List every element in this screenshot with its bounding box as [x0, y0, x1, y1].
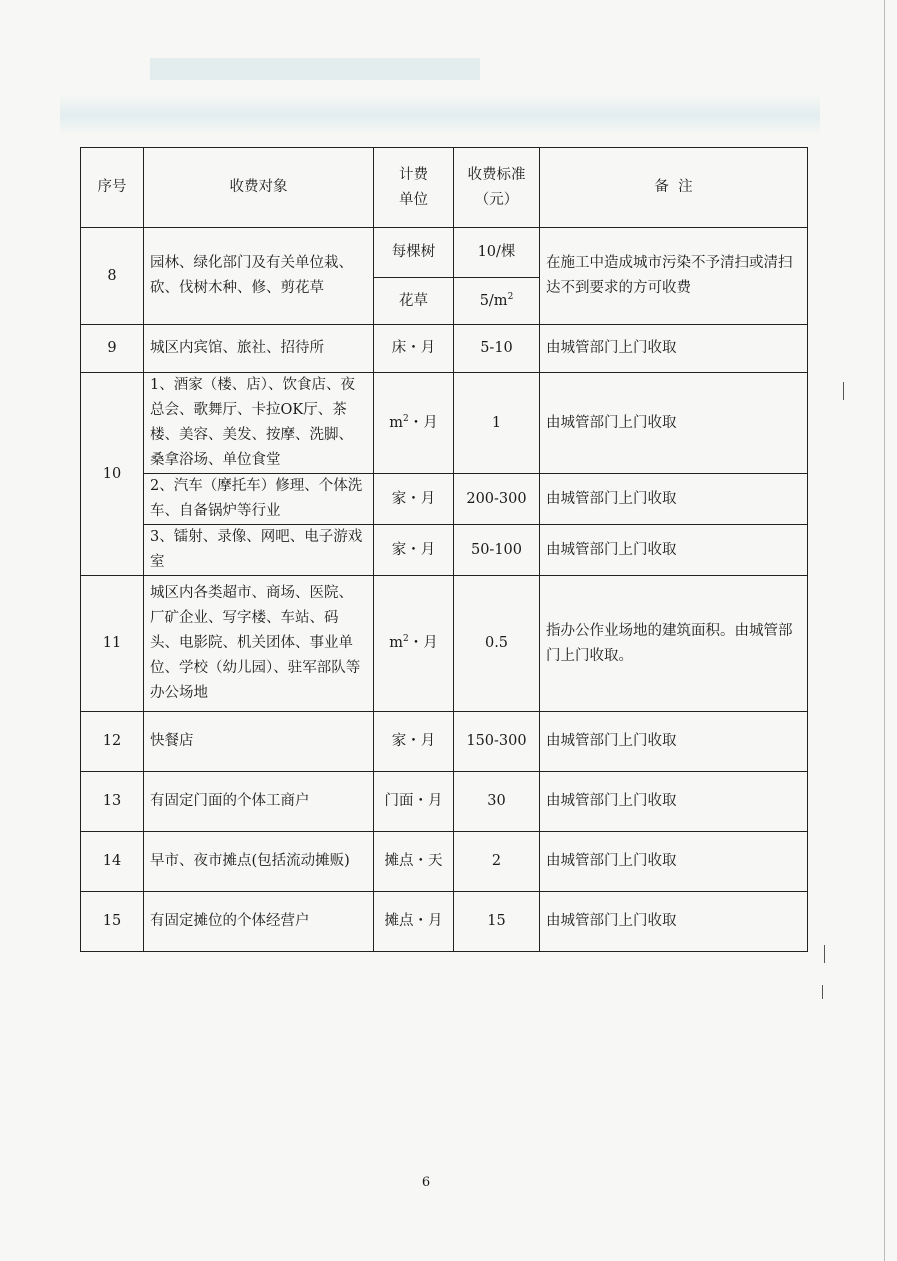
row-remark: 由城管部门上门收取: [540, 525, 808, 576]
row-remark: 由城管部门上门收取: [540, 712, 808, 772]
row-number: 13: [81, 772, 144, 832]
row-remark: 由城管部门上门收取: [540, 832, 808, 892]
row-unit: 花草: [374, 278, 454, 325]
row-object: 有固定摊位的个体经营户: [144, 892, 374, 952]
row-number: 14: [81, 832, 144, 892]
row-unit: 家・月: [374, 474, 454, 525]
row-standard: 30: [454, 772, 540, 832]
row-standard: 2: [454, 832, 540, 892]
scan-mark: [824, 945, 825, 963]
header-remark: 备 注: [540, 148, 808, 228]
scan-mark: [843, 382, 844, 400]
row-number: 15: [81, 892, 144, 952]
row-standard: 150-300: [454, 712, 540, 772]
table-row: [81, 832, 808, 892]
row-remark: 由城管部门上门收取: [540, 373, 808, 474]
row-object: 有固定门面的个体工商户: [144, 772, 374, 832]
table-row: [81, 892, 808, 952]
row-unit: 摊点・天: [374, 832, 454, 892]
unit-value: m: [389, 635, 403, 651]
table-row: [81, 228, 808, 278]
row-remark: 由城管部门上门收取: [540, 892, 808, 952]
row-remark: 在施工中造成城市污染不予清扫或清扫达不到要求的方可收费: [540, 228, 808, 325]
row-standard: 15: [454, 892, 540, 952]
header-standard-line2: （元）: [474, 191, 519, 208]
row-remark: 由城管部门上门收取: [540, 772, 808, 832]
row-unit: 家・月: [374, 712, 454, 772]
row-object: 2、汽车（摩托车）修理、个体洗车、自备锅炉等行业: [144, 474, 374, 525]
row-unit: 摊点・月: [374, 892, 454, 952]
scan-mark: [822, 985, 823, 999]
row-number: 12: [81, 712, 144, 772]
row-object: 城区内宾馆、旅社、招待所: [144, 325, 374, 373]
header-unit: [374, 148, 454, 228]
header-standard-line1: 收费标准: [467, 166, 526, 183]
row-object: 城区内各类超市、商场、医院、厂矿企业、写字楼、车站、码头、电影院、机关团体、事业单位、学校（幼儿园）、驻军部队等办公场地: [144, 576, 374, 712]
table-row: [81, 525, 808, 576]
row-standard: 5-10: [454, 325, 540, 373]
fee-table: [80, 147, 808, 952]
row-standard: 1: [454, 373, 540, 474]
superscript: 2: [507, 291, 514, 302]
superscript: 2: [403, 634, 409, 645]
header-standard: [454, 148, 540, 228]
row-unit: [374, 576, 454, 712]
table-row: [81, 373, 808, 474]
row-unit: 每棵树: [374, 228, 454, 278]
row-object: 园林、绿化部门及有关单位栽、砍、伐树木种、修、剪花草: [144, 228, 374, 325]
scan-artifact: [60, 95, 820, 135]
row-object: 3、镭射、录像、网吧、电子游戏室: [144, 525, 374, 576]
table-row: [81, 325, 808, 373]
row-object: 1、酒家（楼、店）、饮食店、夜总会、歌舞厅、卡拉OK厅、茶楼、美容、美发、按摩、洗脚、桑拿浴场、单位食堂: [144, 373, 374, 474]
row-number: 11: [81, 576, 144, 712]
row-standard: 200-300: [454, 474, 540, 525]
table-row: [81, 772, 808, 832]
unit-value: m: [389, 414, 403, 431]
row-unit: 床・月: [374, 325, 454, 373]
header-object: 收费对象: [144, 148, 374, 228]
row-standard: 50-100: [454, 525, 540, 576]
row-object: 早市、夜市摊点(包括流动摊贩): [144, 832, 374, 892]
page-number: 6: [421, 1175, 431, 1190]
table-row: [81, 576, 808, 712]
unit-suffix: ・月: [408, 635, 438, 651]
row-number: 9: [81, 325, 144, 373]
scan-artifact: [150, 58, 480, 80]
superscript: 2: [403, 413, 409, 424]
table-header-row: [81, 148, 808, 228]
row-standard: [454, 278, 540, 325]
row-object: 快餐店: [144, 712, 374, 772]
page-edge: [884, 0, 885, 1261]
header-unit-line1: 计费: [399, 166, 428, 183]
row-remark: 由城管部门上门收取: [540, 325, 808, 373]
row-unit: 门面・月: [374, 772, 454, 832]
unit-suffix: ・月: [408, 414, 438, 431]
header-seq: 序号: [81, 148, 144, 228]
row-unit: [374, 373, 454, 474]
row-standard: 10/棵: [454, 228, 540, 278]
row-unit: 家・月: [374, 525, 454, 576]
row-number: 10: [81, 373, 144, 576]
row-remark: 由城管部门上门收取: [540, 474, 808, 525]
table-row: [81, 474, 808, 525]
row-number: 8: [81, 228, 144, 325]
standard-value: 5/m: [479, 292, 508, 309]
header-unit-line2: 单位: [399, 191, 428, 208]
table-row: [81, 712, 808, 772]
row-standard: 0.5: [454, 576, 540, 712]
row-remark: 指办公作业场地的建筑面积。由城管部门上门收取。: [540, 576, 808, 712]
